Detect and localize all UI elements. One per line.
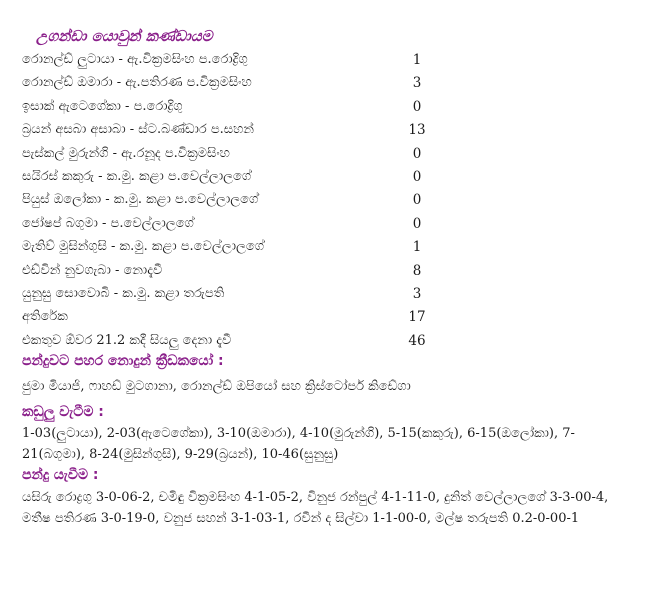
batter-dismissal: යුනුසු සොවොබි - ක.මු. කළා තරුපති	[22, 285, 225, 301]
extras-label: අතිරේක	[22, 309, 68, 325]
batter-dismissal: එඩ්වින් නුවගැබා - නොදැවී	[22, 262, 163, 278]
batting-row	[22, 143, 462, 166]
batting-row	[22, 236, 462, 259]
fall-of-wickets-heading: කඩුලු වැටීම :	[22, 404, 104, 420]
team-title: උගන්ඩා යොවුන් කණ්ඩායම	[36, 27, 213, 45]
batter-dismissal: ජෝෂප් බගුමා - ප.වෙල්ලාලගේ	[22, 215, 194, 231]
fall-of-wickets-text: 1-03(ලුටායා), 2-03(ඇටෙගේකා), 3-10(ඔමාරා), 4-10(මුරුන්ගි), 5-15(කකුරු), 6-15(ඔලෝකා), 7-21(බගුමා), 8-24(මුසින්ගුසි), 9-29(බ්‍රයන්), 10-46(සුනුසු)	[22, 426, 575, 462]
batter-dismissal: සයිරස් කකුරු - ක.මු. කළා ප.වෙල්ලාලගේ	[22, 168, 252, 184]
batter-runs: 8	[412, 262, 422, 279]
batter-runs: 0	[412, 192, 422, 209]
batter-runs: 3	[412, 285, 422, 302]
batting-row	[22, 72, 462, 95]
total-row	[22, 330, 462, 353]
batter-runs: 0	[412, 168, 422, 185]
batter-runs: 13	[408, 122, 426, 139]
batting-row	[22, 119, 462, 142]
batter-runs: 1	[412, 239, 422, 256]
bowling-heading: පන්දු යැවීම :	[22, 467, 99, 483]
batter-runs: 0	[412, 98, 422, 115]
batter-runs: 0	[412, 215, 422, 232]
bowling-text: යසිරු රොද්‍රගු 3-0-06-2, චමිඳු වික්‍රමසිංහ 4-1-05-2, විනුජ රන්පුල් 4-1-11-0, දුනිත් වෙල්ලාලගේ 3-3-00-4, මතීෂ පතිරණ 3-0-19-0, වනුජ සහන් 3-1-03-1, රවීන් ද සිල්වා 1-1-00-0, මල්ෂ තරුපති 0.2-0-00-1	[22, 490, 609, 526]
batter-dismissal: රොනල්ඩ් ලුටායා - ඇ.වික්‍රමසිංහ ප.රොද්‍රිගු	[22, 52, 248, 67]
batting-row	[22, 166, 462, 189]
batting-row	[22, 213, 462, 236]
extras-runs: 17	[408, 309, 426, 326]
batter-dismissal: රොනල්ඩ් ඔමාරා - ඇ.පතිරණ ප.වික්‍රමසිංහ	[22, 75, 252, 91]
batting-row	[22, 96, 462, 119]
batter-runs: 3	[412, 75, 422, 92]
batting-table	[22, 49, 462, 353]
batter-dismissal: පියුස් ඔලෝකා - ක.මු. කළා ප.වෙල්ලාලගේ	[22, 192, 259, 208]
did-not-bat-text: ජුමා මියාජි, ෆාහඩ් මුටගානා, රොනල්ඩ් ඔපියෝ සහ ක්‍රිස්ටෝපර් කිඩේගා	[22, 379, 411, 394]
batting-row	[22, 283, 462, 306]
batting-row	[22, 260, 462, 283]
batter-runs: 1	[412, 52, 422, 68]
batter-runs: 0	[412, 145, 422, 162]
did-not-bat-heading: පන්දුවට පහර නොදුන් ක්‍රීඩකයෝ :	[22, 353, 224, 369]
batter-dismissal: බ්‍රයන් අසබා අසාබා - ස්ට.බණ්ඩාර ප.සහන්	[22, 122, 254, 138]
extras-row	[22, 306, 462, 329]
batter-dismissal: පැස්කල් මුරුන්ගි - ඇ.රනූද ප.වික්‍රමසිංහ	[22, 145, 230, 161]
batting-row	[22, 189, 462, 212]
batter-dismissal: ඉසාක් ඇටෙගේකා - ප.රොද්‍රිගු	[22, 98, 183, 114]
total-label: එකතුව ඕවර 21.2 කදී සියලු දෙනා දැවී	[22, 332, 232, 348]
batter-dismissal: මැතිව් මුසින්ගුසි - ක.මු. කළා ප.වෙල්ලාලගේ	[22, 239, 265, 255]
total-runs: 46	[408, 332, 426, 349]
batting-row	[22, 49, 462, 72]
